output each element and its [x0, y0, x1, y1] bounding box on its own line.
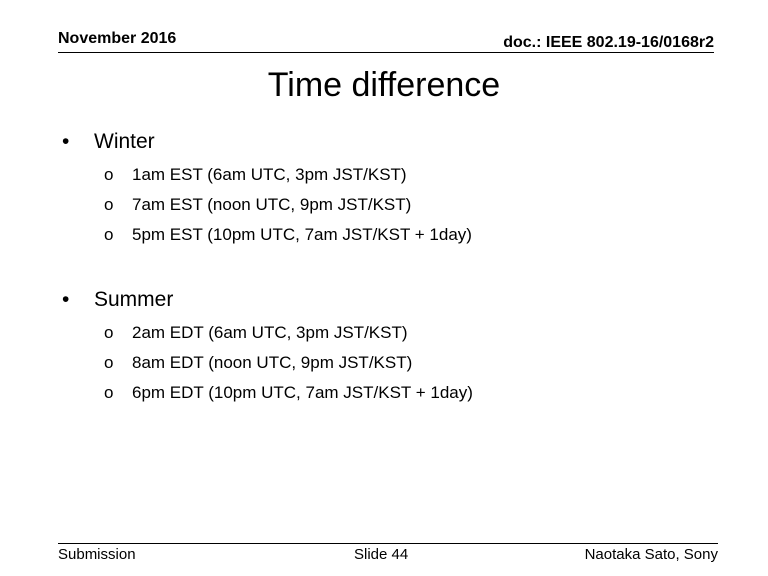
footer-slide-number: Slide 44	[354, 546, 409, 563]
bullet-icon: •	[62, 130, 70, 153]
header-doc-id: doc.: IEEE 802.19-16/0168r2	[503, 34, 714, 51]
bullet	[62, 288, 742, 312]
sub-bullet-icon: o	[104, 195, 114, 214]
list-item	[104, 160, 742, 190]
slide-title: Time difference	[267, 66, 501, 104]
sub-list	[104, 318, 742, 408]
section-label: Winter	[94, 130, 155, 153]
list-item-text: 5pm EST (10pm UTC, 7am JST/KST + 1day)	[132, 225, 472, 244]
sub-list	[104, 160, 742, 250]
section-summer	[62, 288, 742, 408]
bullet-icon: •	[62, 288, 70, 311]
footer-submission: Submission	[58, 546, 136, 563]
sub-bullet-icon: o	[104, 323, 114, 342]
bullet	[62, 130, 742, 154]
list-item-text: 1am EST (6am UTC, 3pm JST/KST)	[132, 165, 407, 184]
list-item	[104, 348, 742, 378]
header-date: November 2016	[58, 30, 177, 47]
sub-bullet-icon: o	[104, 165, 114, 184]
section-winter	[62, 130, 742, 250]
list-item	[104, 378, 742, 408]
list-item	[104, 220, 742, 250]
sub-bullet-icon: o	[104, 353, 114, 372]
footer-author: Naotaka Sato, Sony	[584, 546, 718, 563]
sub-bullet-icon: o	[104, 225, 114, 244]
sub-bullet-icon: o	[104, 383, 114, 402]
header-divider	[58, 52, 714, 53]
list-item-text: 2am EDT (6am UTC, 3pm JST/KST)	[132, 323, 408, 342]
section-label: Summer	[94, 288, 174, 311]
list-item	[104, 190, 742, 220]
list-item-text: 8am EDT (noon UTC, 9pm JST/KST)	[132, 353, 413, 372]
list-item	[104, 318, 742, 348]
list-item-text: 7am EST (noon UTC, 9pm JST/KST)	[132, 195, 412, 214]
footer-divider	[58, 543, 718, 544]
list-item-text: 6pm EDT (10pm UTC, 7am JST/KST + 1day)	[132, 383, 473, 402]
